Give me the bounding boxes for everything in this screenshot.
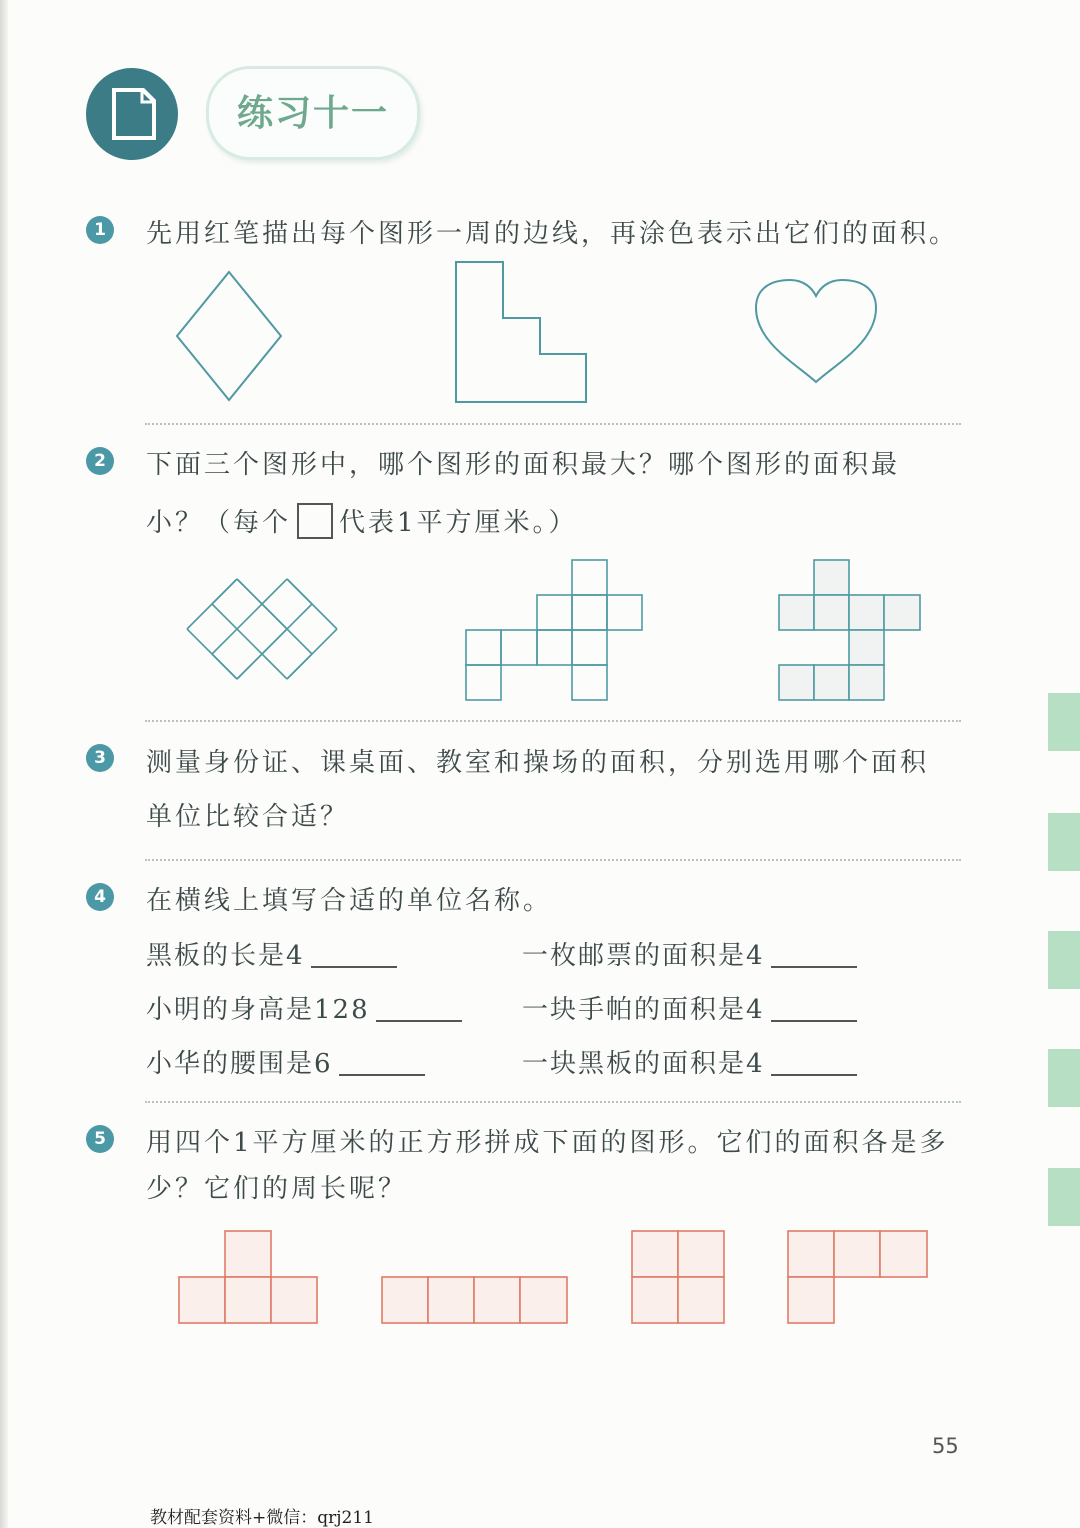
answer-blank[interactable] [376,1020,462,1022]
unit-square-icon [297,503,333,539]
document-icon [86,68,178,160]
shaded-grid-shape [779,560,920,700]
question-3-line-2: 单位比较合适？ [146,802,350,832]
divider [145,423,961,425]
o-tetromino-shape [632,1231,724,1323]
fill-blank-item [522,989,857,1026]
answer-blank[interactable] [771,1074,857,1076]
footer-note: 教材配套资料+微信：qrj211 [150,1508,374,1528]
chapter-tab [1048,1049,1080,1107]
diamond-grid-shape [187,579,337,679]
answer-blank[interactable] [771,1020,857,1022]
answer-blank[interactable] [771,966,857,968]
fill-blank-item [146,989,462,1026]
stair-grid-shape [466,560,642,700]
chapter-tab [1048,931,1080,989]
heart-shape [756,280,876,382]
t-tetromino-shape [179,1231,317,1323]
fill-blank-item [522,935,857,972]
chapter-tab [1048,693,1080,751]
chapter-tab [1048,1168,1080,1226]
title-pill [206,66,420,160]
i-tetromino-shape [382,1277,567,1323]
blank-prompt: 小华的腰围是6 [146,1049,333,1079]
answer-blank[interactable] [339,1074,425,1076]
page-number: 55 [932,1434,959,1458]
l-tetromino-shape [788,1231,927,1323]
answer-blank[interactable] [311,966,397,968]
question-4-text: 在横线上填写合适的单位名称。 [146,886,553,916]
q5-shapes [0,1226,1080,1336]
page-title: 练习十一 [236,92,389,134]
blank-prompt: 一块黑板的面积是4 [522,1049,765,1079]
chapter-tab [1048,813,1080,871]
question-number-2: 2 [86,447,114,475]
divider [145,859,961,861]
question-number-3: 3 [86,744,114,772]
question-2-line-1: 下面三个图形中，哪个图形的面积最大？哪个图形的面积最 [146,450,901,480]
question-number-1: 1 [86,216,114,244]
fill-blank-item [146,1043,425,1080]
header-badge [86,68,178,160]
question-number-5: 5 [86,1125,114,1153]
blank-prompt: 一枚邮票的面积是4 [522,941,765,971]
divider [145,720,961,722]
divider [145,1101,961,1103]
question-5-line-2: 少？它们的周长呢？ [146,1174,408,1204]
fill-blank-item [146,935,397,972]
question-2-before: 小？（每个 [146,508,292,538]
question-1-text: 先用红笔描出每个图形一周的边线，再涂色表示出它们的面积。 [146,219,959,249]
q2-shapes [0,555,1080,715]
l-shape [456,262,586,402]
question-2-after: 代表1平方厘米。） [339,508,578,538]
fill-blank-item [522,1043,857,1080]
question-number-4: 4 [86,883,114,911]
blank-prompt: 小明的身高是128 [146,995,370,1025]
q1-shapes [0,250,1080,450]
question-3-line-1: 测量身份证、课桌面、教室和操场的面积，分别选用哪个面积 [146,748,930,778]
blank-prompt: 一块手帕的面积是4 [522,995,765,1025]
question-5-line-1: 用四个1平方厘米的正方形拼成下面的图形。它们的面积各是多 [146,1128,949,1158]
question-2-line-2 [146,502,578,539]
blank-prompt: 黑板的长是4 [146,941,305,971]
diamond-shape [177,272,281,400]
